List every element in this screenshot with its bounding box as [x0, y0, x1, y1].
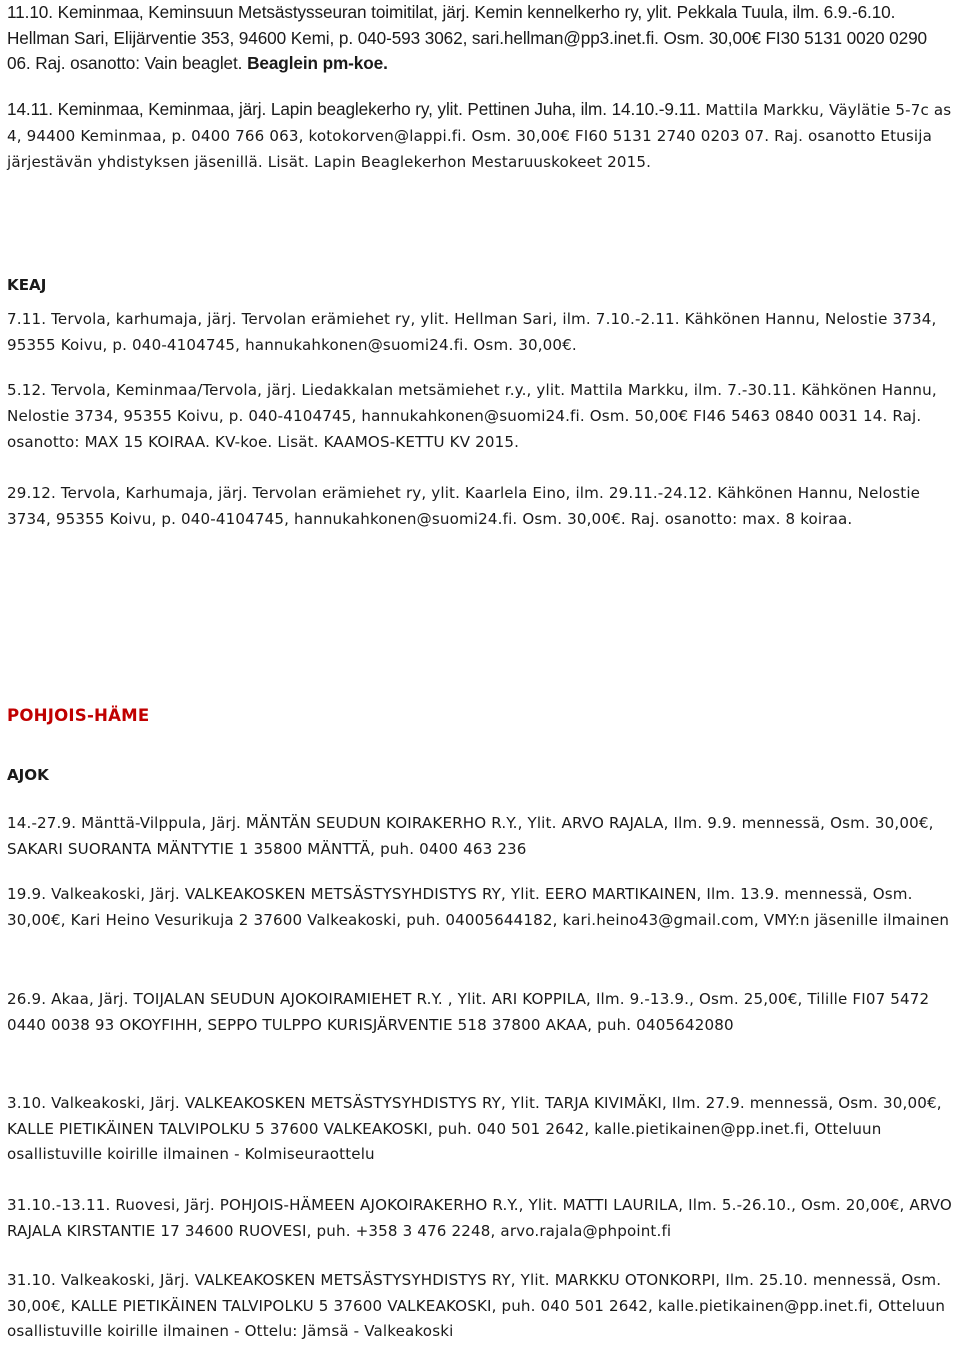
paragraph-keaj-2: 5.12. Tervola, Keminmaa/Tervola, järj. Liedakkalan metsämiehet r.y., ylit. Mattila Markku, ilm. 7.-30.11. Kähkönen Hannu, Nelostie 3734, 95355 Koivu, p. 040-4104745, hannukahkonen@suomi24.fi. Osm. 50,00€ FI46 5463 0840 0031 14. Raj. osanotto: MAX 15 KOIRAA. KV-koe. Lisät. KAAMOS-KETTU KV 2015.	[7, 381, 937, 451]
paragraph-ajok-2: 19.9. Valkeakoski, Järj. VALKEAKOSKEN METSÄSTYSYHDISTYS RY, Ylit. EERO MARTIKAINEN, Ilm. 13.9. mennessä, Osm. 30,00€, Kari Heino Vesurikuja 2 37600 Valkeakoski, puh. 04005644182, kari.heino43@gmail.com, VMY:n jäsenille ilmainen	[7, 885, 950, 929]
paragraph-beagle-test-2	[7, 96, 954, 175]
paragraph-text: 11.10. Keminmaa, Keminsuun Metsästysseuran toimitilat, järj. Kemin kennelkerho ry, ylit. Pekkala Tuula, ilm. 6.9.-6.10. Hellman Sari, Elijärventie 353, 94600 Kemi, p. 040-593 3062, sari.hellman@pp3.inet.fi. Osm. 30,00€ FI30 5131 0020 0290 06. Raj. osanotto: Vain beaglet.	[7, 2, 928, 74]
region-heading: POHJOIS-HÄME	[7, 706, 150, 725]
paragraph-ajok-6: 31.10. Valkeakoski, Järj. VALKEAKOSKEN METSÄSTYSYHDISTYS RY, Ylit. MARKKU OTONKORPI, Ilm. 25.10. mennessä, Osm. 30,00€, KALLE PIETIKÄINEN TALVIPOLKU 5 37600 VALKEAKOSKI, puh. 040 501 2642, kalle.pietikainen@pp.inet.fi, Otteluun osallistuville koirille ilmainen - Ottelu: Jämsä - Valkeakoski	[7, 1271, 946, 1340]
paragraph-ajok-1: 14.-27.9. Mänttä-Vilppula, Järj. MÄNTÄN SEUDUN KOIRAKERHO R.Y., Ylit. ARVO RAJALA, Ilm. 9.9. mennessä, Osm. 30,00€, SAKARI SUORANTA MÄNTYTIE 1 35800 MÄNTTÄ, puh. 0400 463 236	[7, 814, 934, 858]
paragraph-beagle-test-1	[7, 0, 954, 77]
paragraph-bold-text: Beaglein pm-koe.	[247, 53, 388, 74]
section-heading-ajok: AJOK	[7, 766, 49, 784]
paragraph-keaj-3: 29.12. Tervola, Karhumaja, järj. Tervolan erämiehet ry, ylit. Kaarlela Eino, ilm. 29.11.-24.12. Kähkönen Hannu, Nelostie 3734, 95355 Koivu, p. 040-4104745, hannukahkonen@suomi24.fi. Osm. 30,00€. Raj. osanotto: max. 8 koiraa.	[7, 484, 921, 528]
paragraph-text-body: Mattila Markku, Väylätie 5-7c as 4, 94400 Keminmaa, p. 0400 766 063, kotokorven@lappi.fi. Osm. 30,00€ FI60 5131 2740 0203 07. Raj. osanotto Etusija järjestävän yhdistyksen jäsenillä. Lisät. Lapin Beaglekerhon Mestaruuskokeet 2015.	[7, 101, 952, 171]
paragraph-keaj-1: 7.11. Tervola, karhumaja, järj. Tervolan erämiehet ry, ylit. Hellman Sari, ilm. 7.10.-2.11. Kähkönen Hannu, Nelostie 3734, 95355 Koivu, p. 040-4104745, hannukahkonen@suomi24.fi. Osm. 30,00€.	[7, 310, 937, 354]
paragraph-ajok-3: 26.9. Akaa, Järj. TOIJALAN SEUDUN AJOKOIRAMIEHET R.Y. , Ylit. ARI KOPPILA, Ilm. 9.-13.9., Osm. 25,00€, Tilille FI07 5472 0440 0038 93 OKOYFIHH, SEPPO TULPPO KURISJÄRVENTIE 518 37800 AKAA, puh. 0405642080	[7, 990, 930, 1034]
paragraph-ajok-4: 3.10. Valkeakoski, Järj. VALKEAKOSKEN METSÄSTYSYHDISTYS RY, Ylit. TARJA KIVIMÄKI, Ilm. 27.9. mennessä, Osm. 30,00€, KALLE PIETIKÄINEN TALVIPOLKU 5 37600 VALKEAKOSKI, puh. 040 501 2642, kalle.pietikainen@pp.inet.fi, Otteluun osallistuville koirille ilmainen - Kolmiseuraottelu	[7, 1094, 942, 1163]
paragraph-ajok-5: 31.10.-13.11. Ruovesi, Järj. POHJOIS-HÄMEEN AJOKOIRAKERHO R.Y., Ylit. MATTI LAURILA, Ilm. 5.-26.10., Osm. 20,00€, ARVO RAJALA KIRSTANTIE 17 34600 RUOVESI, puh. +358 3 476 2248, arvo.rajala@phpoint.fi	[7, 1196, 952, 1240]
paragraph-text-arial: 14.11. Keminmaa, Keminmaa, järj. Lapin beaglekerho ry, ylit. Pettinen Juha, ilm. 14.10.-9.11.	[7, 99, 701, 119]
section-heading-keaj: KEAJ	[7, 276, 47, 294]
